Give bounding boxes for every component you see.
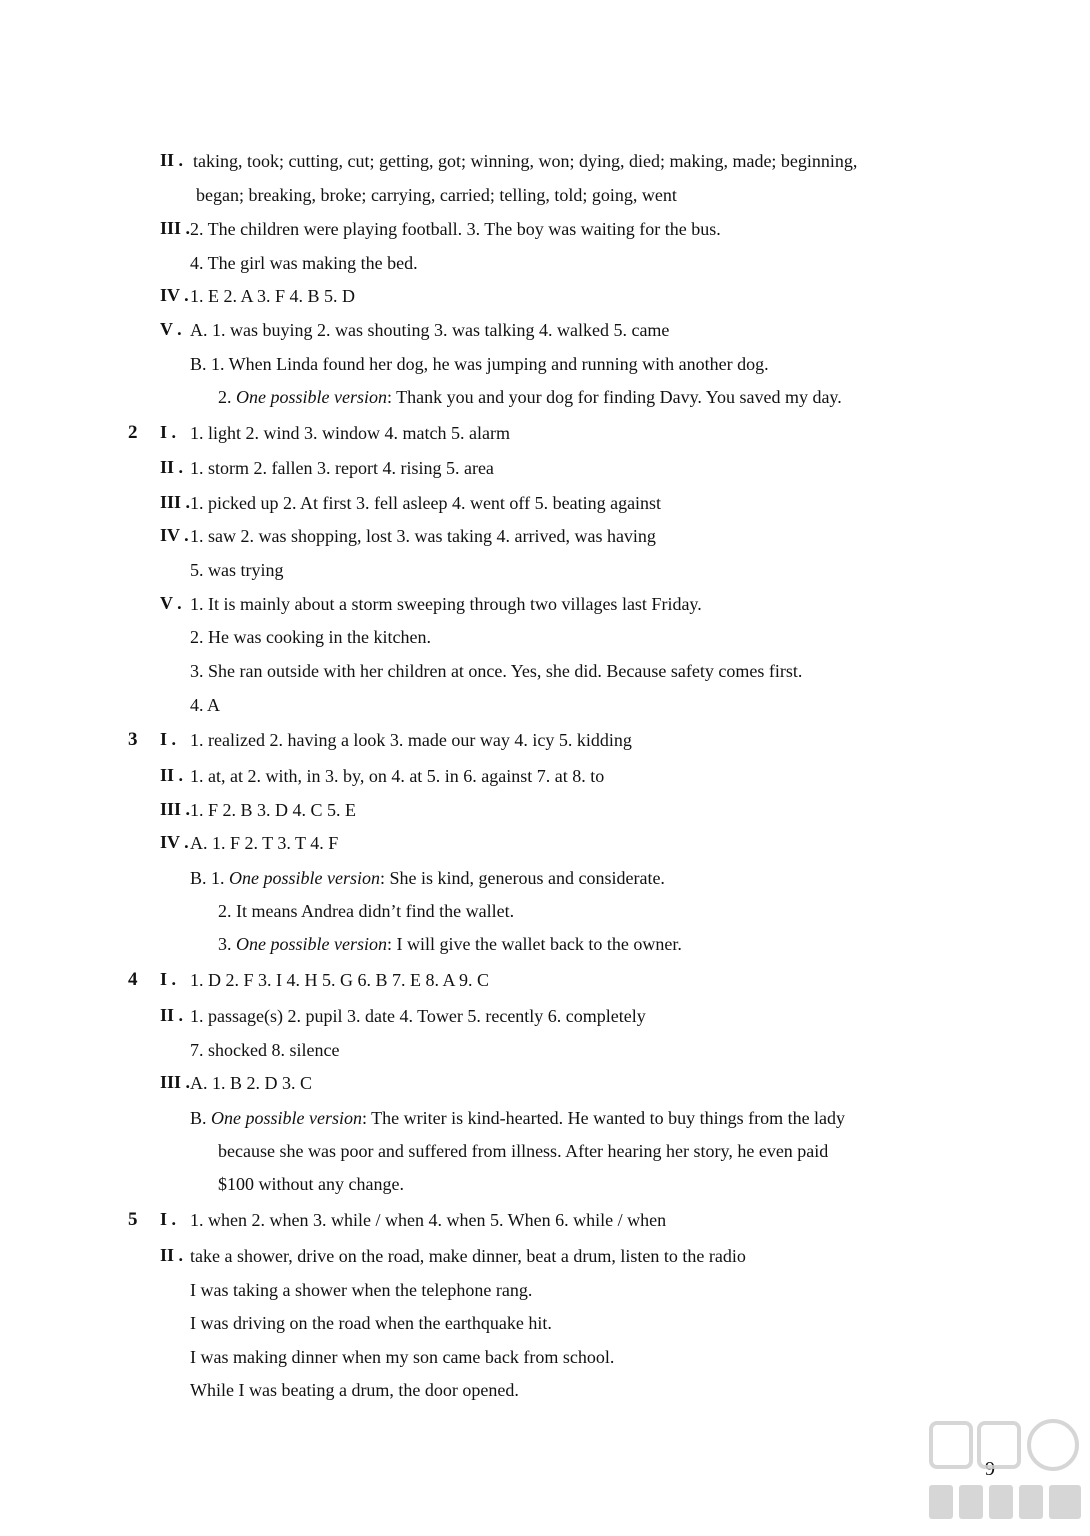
answer-line: 1. It is mainly about a storm sweeping through two villages last Friday. (190, 594, 702, 614)
answer-line: 1. F 2. B 3. D 4. C 5. E (190, 800, 357, 820)
section-label: I . (160, 729, 177, 749)
answer-line: 1. E 2. A 3. F 4. B 5. D (190, 286, 356, 306)
answer-line: I was making dinner when my son came back from school. (190, 1347, 615, 1367)
answer-line: 1. passage(s) 2. pupil 3. date 4. Tower 5. recently 6. completely (190, 1006, 646, 1026)
answer-line: 1. light 2. wind 3. window 4. match 5. alarm (190, 423, 510, 443)
section-label: III . (160, 1072, 191, 1092)
section-label: V . (160, 319, 182, 339)
answer-line: began; breaking, broke; carrying, carried; telling, told; going, went (196, 185, 677, 205)
answer-line: 4. A (190, 695, 221, 715)
answer-line: 3. She ran outside with her children at once. Yes, she did. Because safety comes first. (190, 661, 803, 681)
unit-number: 5 (128, 1209, 138, 1230)
answer-line: A. 1. B 2. D 3. C (190, 1073, 313, 1093)
answer-line: 1. saw 2. was shopping, lost 3. was taking 4. arrived, was having (190, 526, 656, 546)
answer-line: 2. One possible version: Thank you and your dog for finding Davy. You saved my day. (218, 387, 842, 407)
answer-line: 1. at, at 2. with, in 3. by, on 4. at 5. in 6. against 7. at 8. to (190, 766, 605, 786)
section-label: III . (160, 218, 191, 238)
section-label: II . (160, 150, 184, 170)
section-label: II . (160, 765, 184, 785)
answer-line: taking, took; cutting, cut; getting, got; winning, won; dying, died; making, made; beginning, (193, 151, 858, 171)
answer-line: 2. It means Andrea didn’t find the wallet. (218, 901, 515, 921)
section-label: I . (160, 1209, 177, 1229)
section-label: V . (160, 593, 182, 613)
section-label: III . (160, 799, 191, 819)
section-label: IV . (160, 285, 189, 305)
unit-number: 3 (128, 729, 138, 750)
section-label: III . (160, 492, 191, 512)
page-number: 9 (985, 1458, 995, 1480)
answer-line: I was taking a shower when the telephone rang. (190, 1280, 533, 1300)
answer-line: B. 1. When Linda found her dog, he was jumping and running with another dog. (190, 354, 769, 374)
answer-line: While I was beating a drum, the door opened. (190, 1380, 519, 1400)
answer-line: 7. shocked 8. silence (190, 1040, 340, 1060)
answer-line: I was driving on the road when the earthquake hit. (190, 1313, 552, 1333)
watermark-logo (925, 1415, 1085, 1533)
answer-line: 1. realized 2. having a look 3. made our way 4. icy 5. kidding (190, 730, 632, 750)
answer-line: take a shower, drive on the road, make dinner, beat a drum, listen to the radio (190, 1246, 746, 1266)
answer-line: $100 without any change. (218, 1174, 404, 1194)
answer-line: A. 1. F 2. T 3. T 4. F (190, 833, 339, 853)
section-label: II . (160, 1245, 184, 1265)
section-label: I . (160, 422, 177, 442)
section-label: II . (160, 1005, 184, 1025)
unit-number: 2 (128, 422, 138, 443)
answer-line: 1. D 2. F 3. I 4. H 5. G 6. B 7. E 8. A 9. C (190, 970, 490, 990)
answer-line: 2. The children were playing football. 3. The boy was waiting for the bus. (190, 219, 721, 239)
answer-line: 1. picked up 2. At first 3. fell asleep 4. went off 5. beating against (190, 493, 662, 513)
answer-line: 1. storm 2. fallen 3. report 4. rising 5. area (190, 458, 494, 478)
answer-line: 1. when 2. when 3. while / when 4. when 5. When 6. while / when (190, 1210, 667, 1230)
answer-line: 5. was trying (190, 560, 284, 580)
answer-line: B. 1. One possible version: She is kind, generous and considerate. (190, 868, 665, 888)
answer-line: because she was poor and suffered from illness. After hearing her story, he even paid (218, 1141, 829, 1161)
section-label: II . (160, 457, 184, 477)
section-label: IV . (160, 832, 189, 852)
answer-line: 2. He was cooking in the kitchen. (190, 627, 431, 647)
answer-line: 3. One possible version: I will give the wallet back to the owner. (218, 934, 682, 954)
unit-number: 4 (128, 969, 138, 990)
answer-line: 4. The girl was making the bed. (190, 253, 418, 273)
section-label: I . (160, 969, 177, 989)
answer-line: B. One possible version: The writer is kind-hearted. He wanted to buy things from the lady (190, 1108, 846, 1128)
section-label: IV . (160, 525, 189, 545)
answer-line: A. 1. was buying 2. was shouting 3. was talking 4. walked 5. came (190, 320, 670, 340)
